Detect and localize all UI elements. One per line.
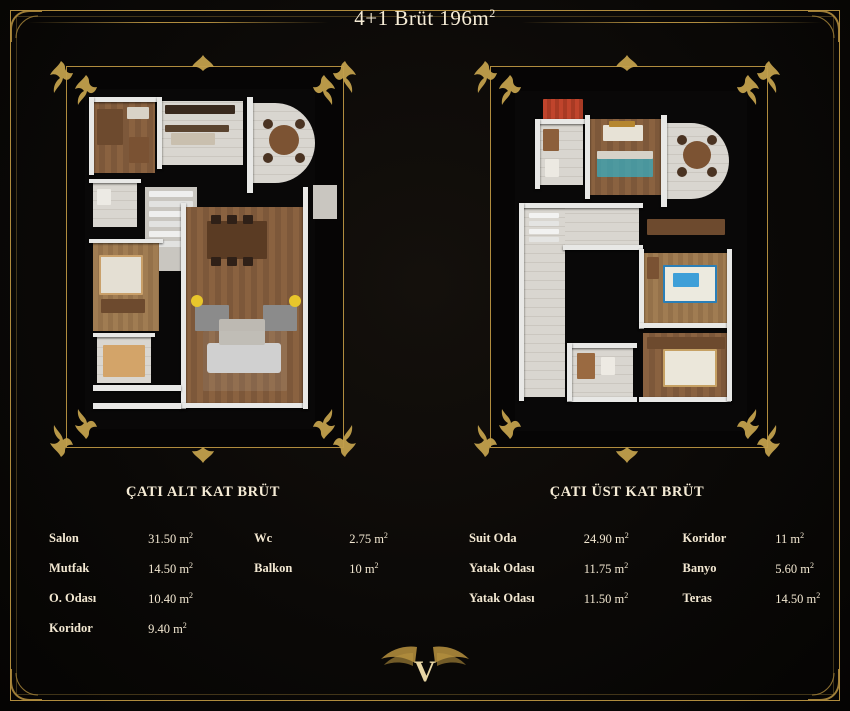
corner-ornament-bottom-left [8,657,54,703]
cell-value: 14.50 m [148,562,190,577]
cell-superscript: 2 [624,591,629,601]
table-row: O. Odası [49,591,97,606]
table-row: Yatak Odası [469,591,535,606]
table-row [765,584,825,614]
table-row [574,524,678,554]
floorplan-frame-upper [490,66,768,448]
frame-ornament-bottom-left-lower [73,407,99,441]
cell-value: 2.75 m [349,532,384,547]
cell-superscript: 2 [182,621,187,631]
frame-ornament-top-left-upper [497,73,523,107]
table-row: Mutfak [49,561,90,576]
panel-flourish-bottom-center-lower [190,430,216,464]
table-row [138,524,247,554]
cell-value: 31.50 m [148,532,190,547]
frame-ornament-bottom-left-upper [497,407,523,441]
table-row [765,524,825,554]
panel-flourish-bottom-left-lower [48,424,74,458]
table-row [339,584,395,614]
cell-value: 10 m [349,562,375,577]
section-heading-upper: ÇATI ÜST KAT BRÜT [549,484,705,500]
panel-flourish-top-right-lower [332,60,358,94]
cell-value: 5.60 m [775,562,810,577]
area-table-upper [465,524,825,614]
table-row: Yatak Odası [469,561,535,576]
cell-superscript: 2 [816,591,821,601]
panel-flourish-top-center-lower [190,54,216,88]
table-row: Banyo [682,561,717,576]
cell-value: 14.50 m [775,592,817,607]
cell-superscript: 2 [624,561,629,571]
section-heading-lower: ÇATI ALT KAT BRÜT [125,484,281,500]
table-row [574,584,678,614]
table-row [138,584,247,614]
cell-value: 9.40 m [148,622,183,637]
table-row: Koridor [49,621,93,636]
panel-flourish-top-right-upper [756,60,782,94]
cell-value: 11.50 m [583,592,625,607]
cell-superscript: 2 [189,591,194,601]
brand-logo [377,639,473,695]
panel-flourish-bottom-right-lower [332,424,358,458]
table-row: Balkon [254,561,293,576]
cell-superscript: 2 [189,561,194,571]
cell-superscript: 2 [383,531,388,540]
table-row: Wc [254,531,273,545]
table-row: Teras [682,591,712,606]
cell-value: 11.75 m [583,562,625,577]
floorplan-panel-lower [38,52,368,464]
table-row [138,614,247,644]
cell-superscript: 2 [809,561,814,571]
page-title [0,6,850,31]
cell-value: 10.40 m [148,592,190,607]
floorplan-frame-lower [66,66,344,448]
floorplan-image-upper [491,67,769,449]
table-row: Koridor [682,531,727,545]
panel-flourish-bottom-right-upper [756,424,782,458]
floorplan-panel-upper [462,52,792,464]
cell-value: 11 m [775,532,801,547]
floorplan-image-lower [67,67,345,449]
cell-superscript: 2 [800,531,805,540]
panel-flourish-top-left-lower [48,60,74,94]
cell-superscript: 2 [189,531,194,540]
frame-ornament-top-left-lower [73,73,99,107]
table-row [250,614,336,644]
table-row [250,584,336,614]
cell-superscript: 2 [624,531,629,540]
table-row [138,554,247,584]
panel-flourish-bottom-left-upper [472,424,498,458]
panel-flourish-top-center-upper [614,54,640,88]
page-title-superscript: 2 [489,6,496,20]
panel-flourish-bottom-center-upper [614,430,640,464]
cell-superscript: 2 [374,561,379,571]
cell-value: 24.90 m [583,532,625,547]
area-table-lower [45,524,395,645]
table-row [339,524,395,554]
table-row [574,554,678,584]
table-row [765,554,825,584]
page-title-text: 4+1 Brüt 196m [354,6,490,30]
table-row [339,554,395,584]
table-row: Salon [49,531,79,545]
corner-ornament-bottom-right [796,657,842,703]
brand-logo-letter: V [414,655,436,688]
table-row: Suit Oda [469,531,517,545]
panel-flourish-top-left-upper [472,60,498,94]
